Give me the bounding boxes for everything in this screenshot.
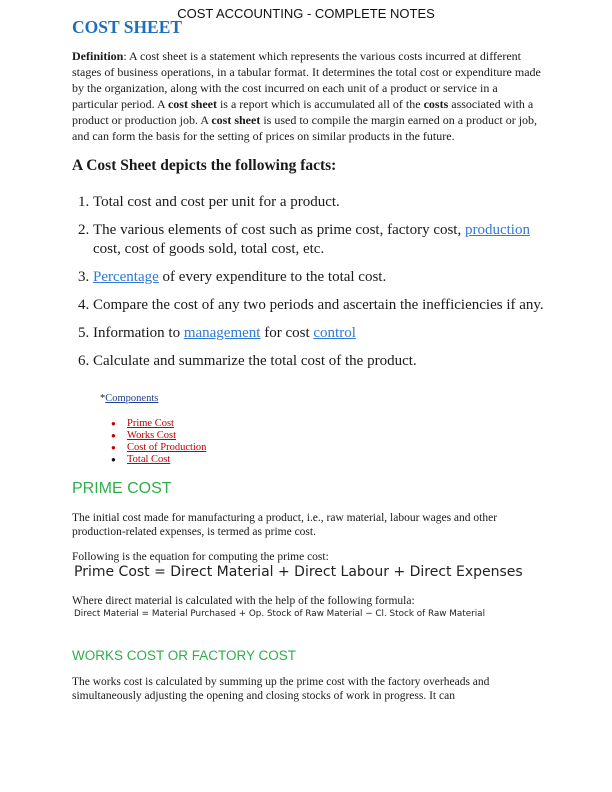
prime-cost-link[interactable]: Prime Cost bbox=[127, 418, 174, 429]
fact-text: Information to bbox=[93, 325, 184, 341]
list-item bbox=[93, 324, 544, 343]
components-star: * bbox=[100, 393, 106, 404]
section-heading-prime-cost: PRIME COST bbox=[72, 480, 172, 497]
direct-material-text: Where direct material is calculated with the help of the following formula: bbox=[72, 595, 415, 607]
definition-bold: costs bbox=[423, 97, 449, 111]
list-item bbox=[93, 193, 544, 212]
bullet-icon: ● bbox=[111, 443, 116, 452]
control-link[interactable]: control bbox=[313, 325, 356, 341]
running-header: COST ACCOUNTING - COMPLETE NOTES bbox=[177, 6, 435, 21]
definition-text: : A cost sheet is a statement which represents the various costs incurred at different stages of business operations, in a tabular format. It determines the total cost or expenditure made by the organization, along with the cost incurred on each unit of a product or service in a particular period. A bbox=[72, 49, 541, 111]
prime-following-text: Following is the equation for computing the prime cost: bbox=[72, 551, 329, 563]
page-title: COST SHEET bbox=[72, 17, 183, 37]
production-link[interactable]: production bbox=[464, 222, 530, 238]
definition-text: associated with a product or production job. A bbox=[72, 97, 534, 127]
facts-heading: A Cost Sheet depicts the following facts: bbox=[72, 157, 337, 174]
bullet-icon: ● bbox=[111, 431, 116, 440]
list-item bbox=[93, 352, 544, 371]
definition-label: Definition bbox=[72, 49, 124, 63]
components-heading bbox=[100, 393, 544, 404]
cost-of-production-link[interactable]: Cost of Production bbox=[127, 442, 207, 453]
section-heading-works-cost: WORKS COST OR FACTORY COST bbox=[72, 648, 297, 663]
works-cost-link[interactable]: Works Cost bbox=[127, 430, 177, 441]
definition-paragraph bbox=[72, 48, 544, 144]
fact-text: Calculate and summarize the total cost of the product. bbox=[93, 353, 417, 369]
list-item bbox=[111, 454, 544, 466]
fact-text: Compare the cost of any two periods and ascertain the inefficiencies if any. bbox=[93, 297, 544, 313]
list-item bbox=[111, 430, 544, 442]
total-cost-link[interactable]: Total Cost bbox=[127, 454, 171, 465]
fact-text: of every expenditure to the total cost. bbox=[158, 269, 387, 285]
fact-text: Total cost and cost per unit for a product. bbox=[93, 194, 340, 210]
list-item bbox=[111, 418, 544, 430]
direct-material-formula: Direct Material = Material Purchased + Op. Stock of Raw Material − Cl. Stock of Raw Material bbox=[74, 609, 486, 619]
facts-list bbox=[72, 193, 544, 371]
management-link[interactable]: management bbox=[183, 325, 261, 341]
list-item bbox=[93, 221, 544, 259]
definition-text: is used to compile the margin earned on a product or job, and can form the basis for the setting of prices on similar products in the future. bbox=[72, 113, 538, 143]
bullet-icon: ● bbox=[111, 455, 116, 464]
prime-cost-paragraph: The initial cost made for manufacturing a product, i.e., raw material, labour wages and other production-related expenses, is termed as prime cost. bbox=[72, 512, 498, 538]
list-item bbox=[111, 442, 544, 454]
fact-text: cost, cost of goods sold, total cost, etc. bbox=[93, 241, 325, 257]
list-item bbox=[93, 296, 544, 315]
prime-cost-formula: Prime Cost = Direct Material + Direct Labour + Direct Expenses bbox=[74, 564, 523, 580]
document-body bbox=[72, 17, 544, 703]
bullet-icon: ● bbox=[111, 419, 116, 428]
fact-text: for cost bbox=[260, 325, 314, 341]
definition-text: is a report which is accumulated all of the bbox=[216, 97, 424, 111]
list-item bbox=[93, 268, 544, 287]
definition-bold: cost sheet bbox=[211, 113, 261, 127]
definition-bold: cost sheet bbox=[167, 97, 217, 111]
components-list bbox=[111, 418, 544, 466]
fact-text: The various elements of cost such as prime cost, factory cost, bbox=[93, 222, 465, 238]
components-link[interactable]: Components bbox=[105, 393, 159, 404]
works-cost-paragraph: The works cost is calculated by summing up the prime cost with the factory overheads and simultaneously adjusting the opening and closing stocks of work in progress. It can bbox=[72, 676, 490, 702]
percentage-link[interactable]: Percentage bbox=[93, 269, 159, 285]
